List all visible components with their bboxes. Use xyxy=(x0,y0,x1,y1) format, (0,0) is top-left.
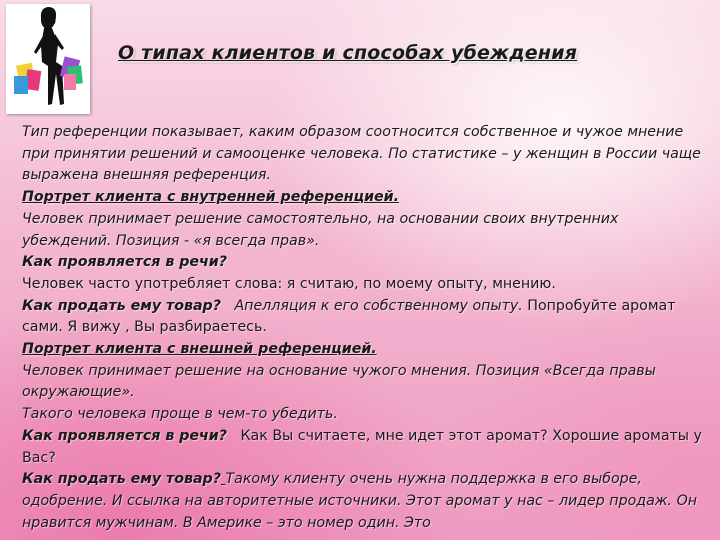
intro-text: Тип референции показывает, каким образом соотносится собственное и чужое мнение при принятии решений и самооценке человека. По статистике – у женщин в России чаще выражена внешняя референция. xyxy=(22,124,701,184)
external-reference-heading xyxy=(22,339,702,361)
description-text: Человек принимает решение самостоятельно, на основании своих внутренних убеждений. Позиция - «я всегда прав». xyxy=(22,210,619,249)
slide-title: О типах клиентов и способах убеждения xyxy=(118,42,578,64)
shopping-woman-icon xyxy=(6,4,90,114)
example-text: Человек часто употребляет слова: я считаю, по моему опыту, мнению. xyxy=(22,275,556,292)
sell-approach: Апелляция к его собственному опыту. xyxy=(220,297,523,314)
speech-question-heading xyxy=(22,252,702,274)
external-reference-description xyxy=(22,361,702,404)
slide-body xyxy=(22,122,707,534)
speech-example xyxy=(22,274,702,296)
heading-text: Как проявляется в речи? xyxy=(22,254,227,271)
shopping-woman-logo xyxy=(6,4,90,114)
internal-reference-heading xyxy=(22,187,702,209)
speech-example-text: Как Вы считаете, мне идет этот аромат? Хорошие ароматы у Вас? xyxy=(22,427,707,466)
sell-advice-internal xyxy=(22,296,702,339)
note-text: Такого человека проще в чем-то убедить. xyxy=(22,406,338,423)
sell-question: Как продать ему товар? xyxy=(22,297,221,314)
sell-approach: Такому клиенту очень нужна поддержка в его выборе, одобрение. И ссылка на авторитетные источники. Этот аромат у нас – лидер продаж. Он нравится мужчинам. В Америке – это номер один. Это xyxy=(22,471,698,531)
description-text: Человек принимает решение на основание чужого мнения. Позиция «Всегда правы окружающие». xyxy=(22,362,656,401)
speech-example-external xyxy=(22,426,707,469)
external-reference-note xyxy=(22,404,702,426)
heading-text: Портрет клиента с внешней референцией. xyxy=(22,341,377,358)
speech-question: Как проявляется в речи? xyxy=(22,427,227,444)
sell-advice-external xyxy=(22,469,702,534)
sell-example: Попробуйте аромат сами. Я вижу , Вы разбираетесь. xyxy=(22,297,676,336)
internal-reference-description xyxy=(22,209,702,252)
sell-question: Как продать ему товар? xyxy=(22,471,221,488)
intro-paragraph xyxy=(22,122,702,187)
heading-text: Портрет клиента с внутренней референцией. xyxy=(22,189,400,206)
